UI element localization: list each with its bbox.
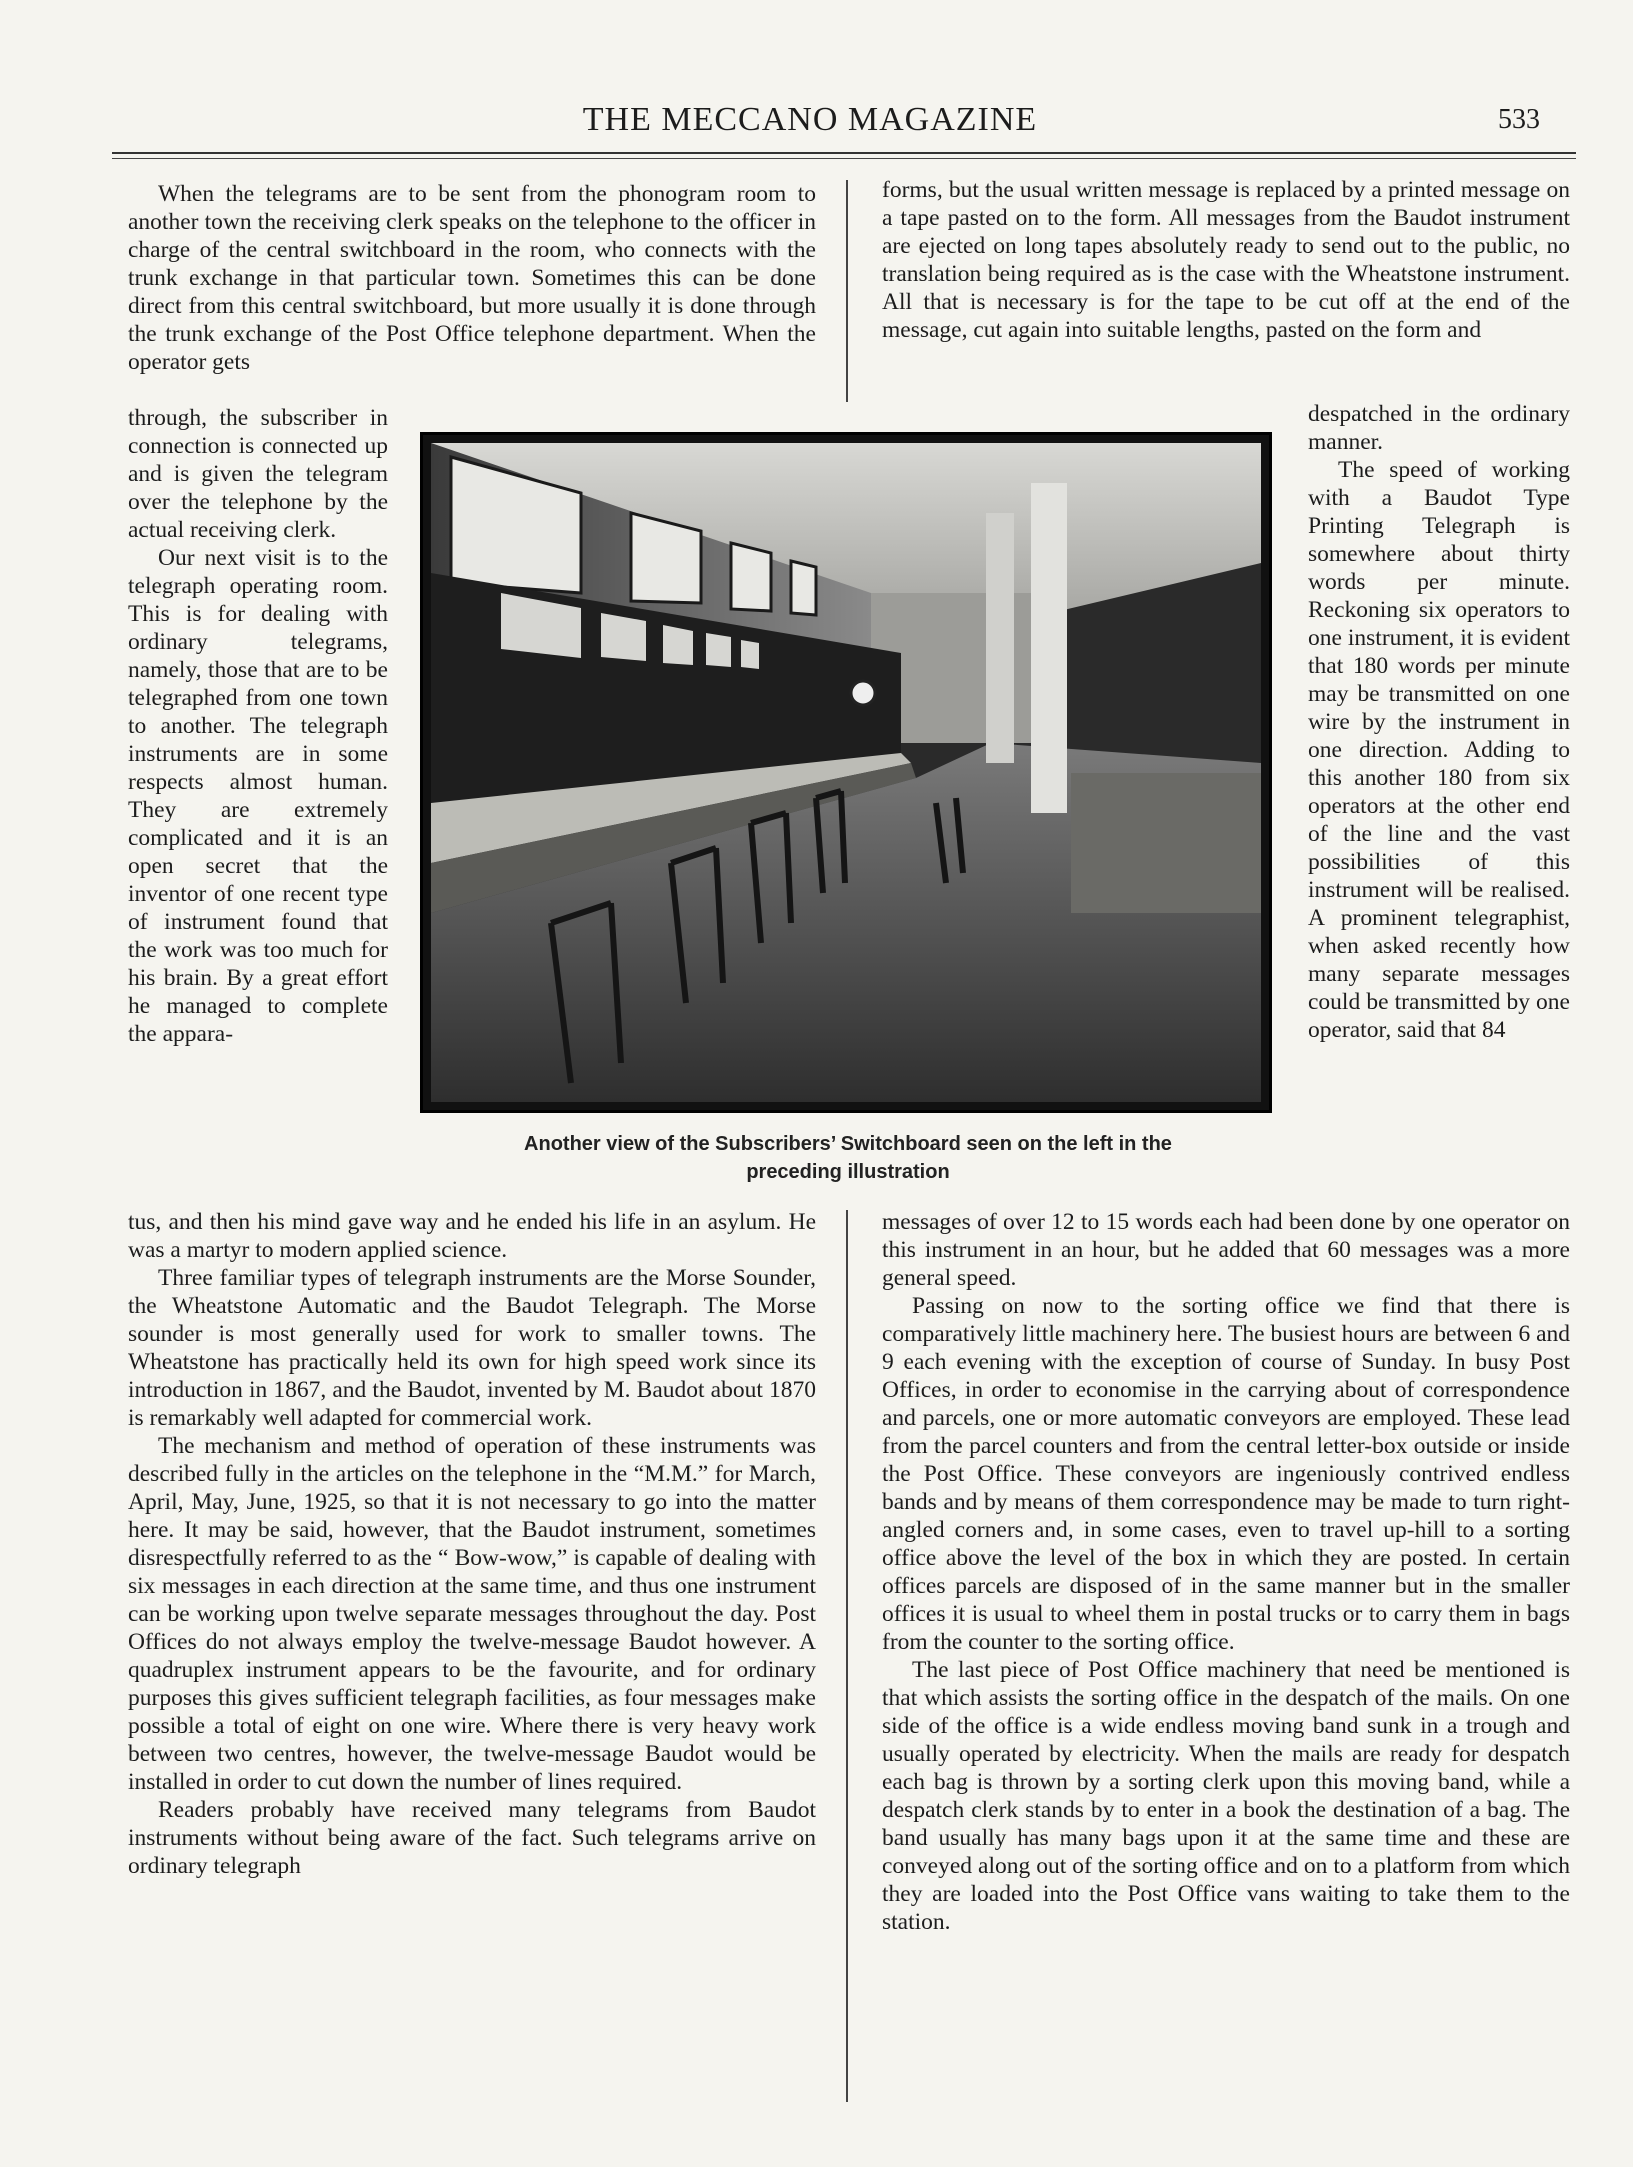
- paragraph-mechanism: The mechanism and method of operation of these instruments was described fully in the articles on the telephone in the “M.M.” for March, April, May, June, 1925, so that it is not necessary to go into the matter here. It may be said, however, that the Baudot instrument, sometimes disrespectfully referred to as the “ Bow-wow,” is capable of dealing with six messages in each direction at the same time, and thus one instrument can be working upon twelve separate messages throughout the day. Post Offices do not always employ the twelve-message Baudot however. A quadruplex instrument appears to be the favourite, and for ordinary purposes this gives sufficient telegraph facilities, as four messages make possible a total of eight on one wire. Where there is very heavy work between two centres, however, the twelve-message Baudot would be installed in order to cut down the number of lines required.: [128, 1433, 816, 1795]
- photo-caption: [460, 1130, 1236, 1186]
- column-divider-bottom: [846, 1210, 848, 2102]
- column-divider-top: [846, 180, 848, 402]
- header-rule-thin: [112, 158, 1576, 159]
- paragraph-phonogram: When the telegrams are to be sent from the phonogram room to another town the receiving clerk speaks on the telephone to the officer in charge of the central switchboard in the room, who connects with the trunk exchange in that particular town. Sometimes this can be done direct from this central switchboard, but more usually it is done through the trunk exchange of the Post Office telephone department. When the operator gets: [128, 181, 816, 375]
- switchboard-photo: [420, 432, 1272, 1113]
- photo-caption-line2: preceding illustration: [746, 1161, 950, 1183]
- page-header-title: THE MECCANO MAGAZINE: [582, 101, 1038, 138]
- left-column-narrow: [128, 404, 388, 1048]
- right-column-top: [882, 176, 1570, 344]
- right-column-bottom: [882, 1208, 1570, 1936]
- paragraph-continuation: forms, but the usual written message is replaced by a printed message on a tape pasted on to the form. All messages from the Baudot instrument are ejected on long tapes absolutely ready to send out to the public, no translation being required as is the case with the Wheatstone instrument. All that is necessary is for the tape to be cut off at the end of the message, cut again into suitable lengths, pasted on the form and: [882, 177, 1570, 343]
- switchboard-photo-image: [431, 443, 1261, 1102]
- paragraph-telegraph-room: Our next visit is to the telegraph operating room. This is for dealing with ordinary telegrams, namely, those that are to be telegraphed from one town to another. The telegraph instruments are in some respects almost human. They are extremely complicated and it is an open secret that the inventor of one recent type of instrument found that the work was too much for his brain. By a great effort he managed to complete the appara-: [128, 545, 388, 1047]
- left-column-bottom: [128, 1208, 816, 1880]
- paragraph-continuation: despatched in the ordinary manner.: [1308, 401, 1570, 455]
- photo-caption-line1: Another view of the Subscribers’ Switchboard seen on the left in the: [524, 1133, 1172, 1155]
- paragraph-continuation: tus, and then his mind gave way and he ended his life in an asylum. He was a martyr to modern applied science.: [128, 1209, 816, 1263]
- paragraph-instrument-types: Three familiar types of telegraph instruments are the Morse Sounder, the Wheatstone Automatic and the Baudot Telegraph. The Morse sounder is most generally used for work to smaller towns. The Wheatstone has practically held its own for high speed work since its introduction in 1867, and the Baudot, invented by M. Baudot about 1870 is remarkably well adapted for commercial work.: [128, 1265, 816, 1431]
- paragraph-continuation: messages of over 12 to 15 words each had been done by one operator on this instrument in an hour, but he added that 60 messages was a more general speed.: [882, 1209, 1570, 1291]
- paragraph-readers: Readers probably have received many telegrams from Baudot instruments without being aware of the fact. Such telegrams arrive on ordinary telegraph: [128, 1797, 816, 1879]
- paragraph-continuation: through, the subscriber in connection is connected up and is given the telegram over the telephone by the actual receiving clerk.: [128, 405, 388, 543]
- paragraph-baudot-speed: The speed of working with a Baudot Type Printing Telegraph is somewhere about thirty words per minute. Reckoning six operators to one instrument, it is evident that 180 words per minute may be transmitted on one wire by the instrument in one direction. Adding to this another 180 from six operators at the other end of the line and the vast possibilities of this instrument will be realised. A prominent telegraphist, when asked recently how many separate messages could be transmitted by one operator, said that 84: [1308, 457, 1570, 1043]
- paragraph-sorting-office: Passing on now to the sorting office we find that there is comparatively little machinery here. The busiest hours are between 6 and 9 each evening with the exception of course of Sunday. In busy Post Offices, in order to economise in the carrying about of correspondence and parcels, one or more automatic conveyors are employed. These lead from the parcel counters and from the central letter-box outside or inside the Post Office. These conveyors are ingeniously contrived endless bands and by means of them correspondence may be made to turn right-angled corners and, in some cases, even to travel up-hill to a sorting office above the level of the box in which they are posted. In certain offices parcels are disposed of in the same manner but in the smaller offices it is usual to wheel them in postal trucks or to carry them in bags from the counter to the sorting office.: [882, 1293, 1570, 1655]
- header-rule: [112, 152, 1576, 154]
- page-number: 533: [1498, 104, 1540, 135]
- left-column-top: [128, 180, 816, 376]
- paragraph-despatch: The last piece of Post Office machinery that need be mentioned is that which assists the sorting office in the despatch of the mails. On one side of the office is a wide endless moving band sunk in a trough and usually operated by electricity. When the mails are ready for despatch each bag is thrown by a sorting clerk upon this moving band, while a despatch clerk stands by to enter in a book the destination of a bag. The band usually has many bags upon it at the same time and these are conveyed along out of the sorting office and on to a platform from which they are loaded into the Post Office vans waiting to take them to the station.: [882, 1657, 1570, 1935]
- right-column-narrow: [1308, 400, 1570, 1044]
- switchboard-illustration: [431, 443, 1261, 1102]
